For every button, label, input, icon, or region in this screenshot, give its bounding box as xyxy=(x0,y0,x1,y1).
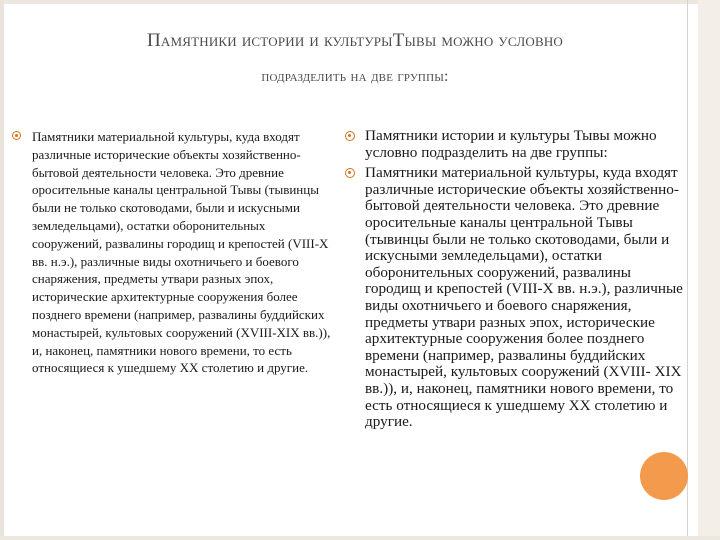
frame-bottom xyxy=(0,536,720,540)
right-item-text: Памятники истории и культуры Тывы можно условно подразделить на две группы: xyxy=(365,127,657,161)
slide-title-line1: Памятники истории и культурыТывы можно условно xyxy=(146,30,564,51)
right-item-text: Памятники материальной культуры, куда входят различные исторические объекты хозяйственно-бытовой деятельности человека. Это древние оросительные каналы центральной Тывы (тывинцы были не только скотоводами, были и искусными земледельцами), остатки оборонительных сооружений, развалины городищ и крепостей (VIII-X вв. н.э.), различные виды охотничьего и боевого снаряжения, предметы утвари разных эпох, исторические архитектурные сооружения более позднего времени (например, развалины буддийских монастырей, культовых сооружений (XVIII- XIX вв.)), и, наконец, памятники нового времени, то есть относящиеся к ушедшему XX столетию и другие. xyxy=(365,164,683,431)
slide-title xyxy=(40,26,670,92)
frame-left xyxy=(0,0,4,540)
frame-right xyxy=(698,0,720,540)
slide-title-line2: подразделить на две группы: xyxy=(261,68,449,85)
right-column xyxy=(345,128,683,431)
bullet-icon xyxy=(12,131,21,140)
frame-top xyxy=(0,0,720,4)
right-list-item xyxy=(345,165,683,431)
decorative-circle xyxy=(640,452,688,500)
right-list-item xyxy=(345,128,683,161)
left-column xyxy=(12,128,334,377)
bullet-icon xyxy=(345,168,355,178)
left-item-text: Памятники материальной культуры, куда входят различные исторические объекты хозяйственно-бытовой деятельности человека. Это древние оросительные каналы центральной Тывы (тывинцы были не только скотоводами, были и искусными земледельцами), остатки оборонительных сооружений, развалины городищ и крепостей (VIII-X вв. н.э.), различные виды охотничьего и боевого снаряжения, предметы утвари разных эпох, исторические архитектурные сооружения более позднего времени (например, развалины буддийских монастырей, культовых сооружений (XVIII-XIX вв.)), и, наконец, памятники нового времени, то есть относящиеся к ушедшему XX столетию и другие. xyxy=(32,129,331,376)
frame-right-line xyxy=(687,0,688,540)
bullet-icon xyxy=(345,131,355,141)
left-list-item xyxy=(12,128,334,377)
